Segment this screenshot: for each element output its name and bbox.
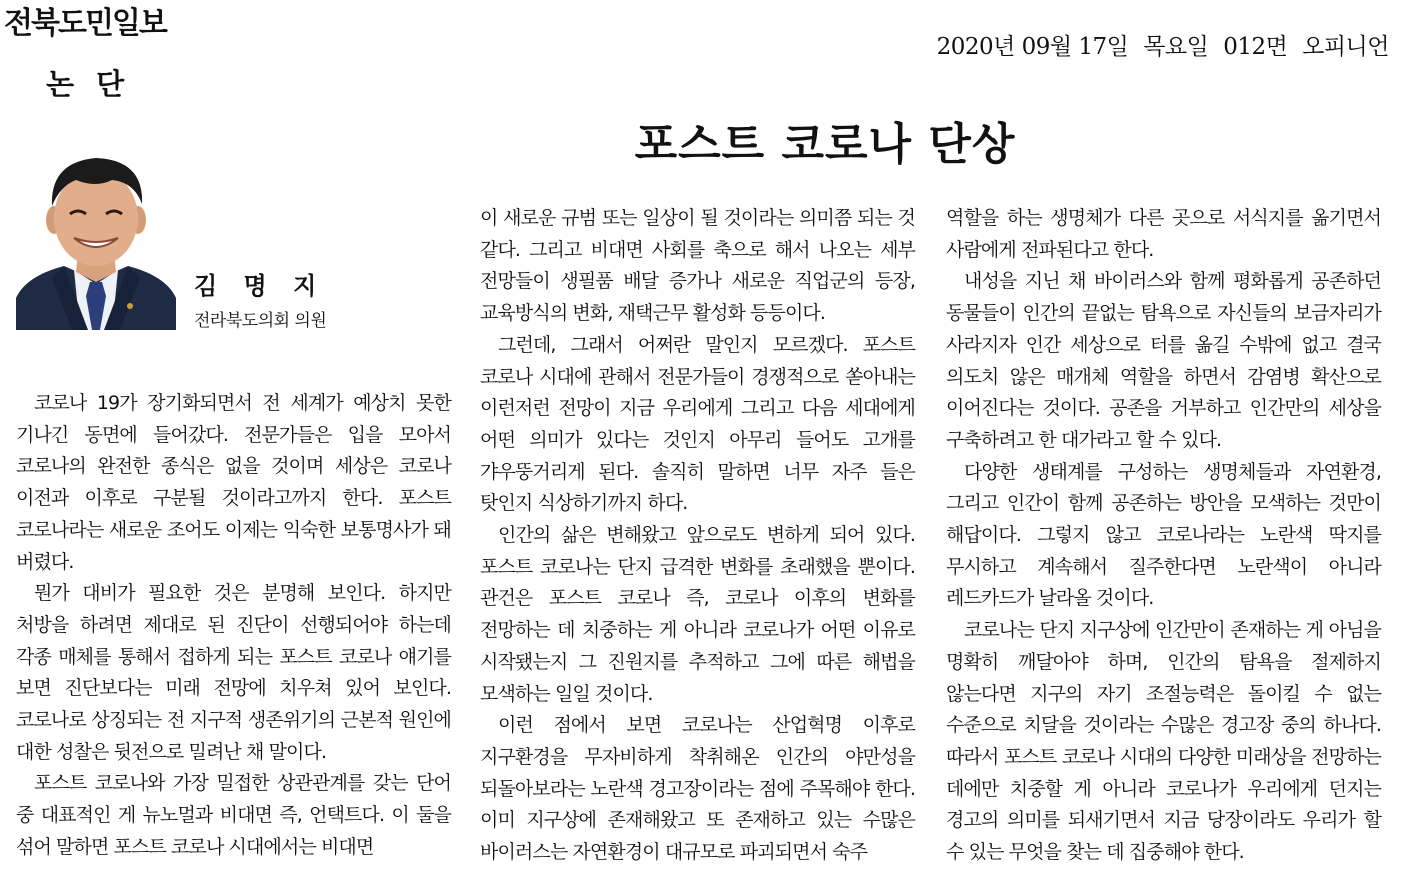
paragraph: 코로나는 단지 지구상에 인간만이 존재하는 게 아님을 명확히 깨달아야 하며, 인간의 탐욕을 절제하지 않는다면 지구의 자기 조절능력은 돌이킬 수 없는 수준으로 치달을 것이라는 수많은 경고장 중의 하나다. 따라서 포스트 코로나 시대의 다양한 미래상을 전망하는 데에만 치중할 게 아니라 코로나가 우리에게 던지는 경고의 의미를 되새기면서 지금 당장이라도 우리가 할 수 있는 무엇을 찾는 데 집중해야 한다. bbox=[946, 619, 1381, 864]
article-column-3 bbox=[946, 203, 1381, 869]
paragraph: 포스트 코로나와 가장 밀접한 상관관계를 갖는 단어 중 대표적인 게 뉴노멀과 비대면 즉, 언택트다. 이 둘을 섞어 말하면 포스트 코로나 시대에서는 비대면 bbox=[16, 772, 451, 858]
article-column-2 bbox=[480, 203, 915, 869]
column-label: 논 단 bbox=[46, 67, 131, 101]
article-headline: 포스트 코로나 단상 bbox=[634, 119, 1016, 170]
article-column-1 bbox=[16, 388, 451, 864]
paragraph: 인간의 삶은 변해왔고 앞으로도 변하게 되어 있다. 포스트 코로나는 단지 급격한 변화를 초래했을 뿐이다. 관건은 포스트 코로나 즉, 코로나 이후의 변화를 전망하는 데 치중하는 게 아니라 코로나가 어떤 이유로 시작됐는지 그 진원지를 추적하고 그에 따른 해법을 모색하는 일일 것이다. bbox=[480, 524, 915, 705]
paragraph: 다양한 생태계를 구성하는 생명체들과 자연환경, 그리고 인간이 함께 공존하는 방안을 모색하는 것만이 해답이다. 그렇지 않고 코로나라는 노란색 딱지를 무시하고 계속해서 질주한다면 노란색이 아니라 레드카드가 날라올 것이다. bbox=[946, 460, 1381, 610]
dateline-page: 012면 bbox=[1223, 34, 1288, 60]
paragraph: 역할을 하는 생명체가 다른 곳으로 서식지를 옮기면서 사람에게 전파된다고 한다. bbox=[946, 207, 1381, 261]
author-name: 김 명 지 bbox=[194, 272, 326, 300]
dateline bbox=[929, 28, 1389, 61]
paragraph: 그런데, 그래서 어쩌란 말인지 모르겠다. 포스트 코로나 시대에 관해서 전문가들이 경쟁적으로 쏟아내는 이런저런 전망이 지금 우리에게 그리고 다음 세대에게 어떤 의미가 있다는 것인지 아무리 들어도 고개를 갸우뚱거리게 된다. 솔직히 말하면 너무 자주 들은 탓인지 식상하기까지 하다. bbox=[480, 333, 915, 515]
dateline-weekday: 목요일 bbox=[1143, 34, 1209, 60]
paragraph: 코로나 19가 장기화되면서 전 세계가 예상치 못한 기나긴 동면에 들어갔다. 전문가들은 입을 모아서 코로나의 완전한 종식은 없을 것이며 세상은 코로나 이전과 이후로 구분될 것이라고까지 한다. 포스트 코로나라는 새로운 조어도 이제는 익숙한 보통명사가 돼 버렸다. bbox=[16, 392, 451, 573]
dateline-section: 오피니언 bbox=[1302, 34, 1389, 60]
paragraph: 이런 점에서 보면 코로나는 산업혁명 이후로 지구환경을 무자비하게 착취해온 인간의 야만성을 되돌아보라는 노란색 경고장이라는 점에 주목해야 한다. 이미 지구상에 존재해왔고 또 존재하고 있는 수많은 바이러스는 자연환경이 대규모로 파괴되면서 숙주 bbox=[480, 714, 915, 864]
dateline-date: 2020년 09월 17일 bbox=[936, 34, 1129, 60]
newspaper-masthead: 전북도민일보 bbox=[4, 6, 166, 41]
paragraph: 뭔가 대비가 필요한 것은 분명해 보인다. 하지만 처방을 하려면 제대로 된 진단이 선행되어야 하는데 각종 매체를 통해서 접하게 되는 포스트 코로나 얘기를 보면 진단보다는 미래 전망에 치우쳐 있어 보인다. 코로나로 상징되는 전 지구적 생존위기의 근본적 원인에 대한 성찰은 뒷전으로 밀려난 채 말이다. bbox=[16, 582, 451, 763]
author-title: 전라북도의회 의원 bbox=[194, 311, 327, 331]
paragraph: 내성을 지닌 채 바이러스와 함께 평화롭게 공존하던 동물들이 인간의 끝없는 탐욕으로 자신들의 보금자리가 사라지자 인간 세상으로 터를 옮길 수밖에 없고 결국 의도치 않은 매개체 역할을 하면서 감염병 확산으로 이어진다는 것이다. 공존을 거부하고 인간만의 세상을 구축하려고 한 대가라고 할 수 있다. bbox=[946, 270, 1381, 451]
author-photo bbox=[16, 148, 176, 330]
paragraph: 이 새로운 규범 또는 일상이 될 것이라는 의미쯤 되는 것 같다. 그리고 비대면 사회를 축으로 해서 나오는 세부 전망들이 생필품 배달 증가나 새로운 직업군의 등장, 교육방식의 변화, 재택근무 활성화 등등이다. bbox=[480, 207, 915, 325]
